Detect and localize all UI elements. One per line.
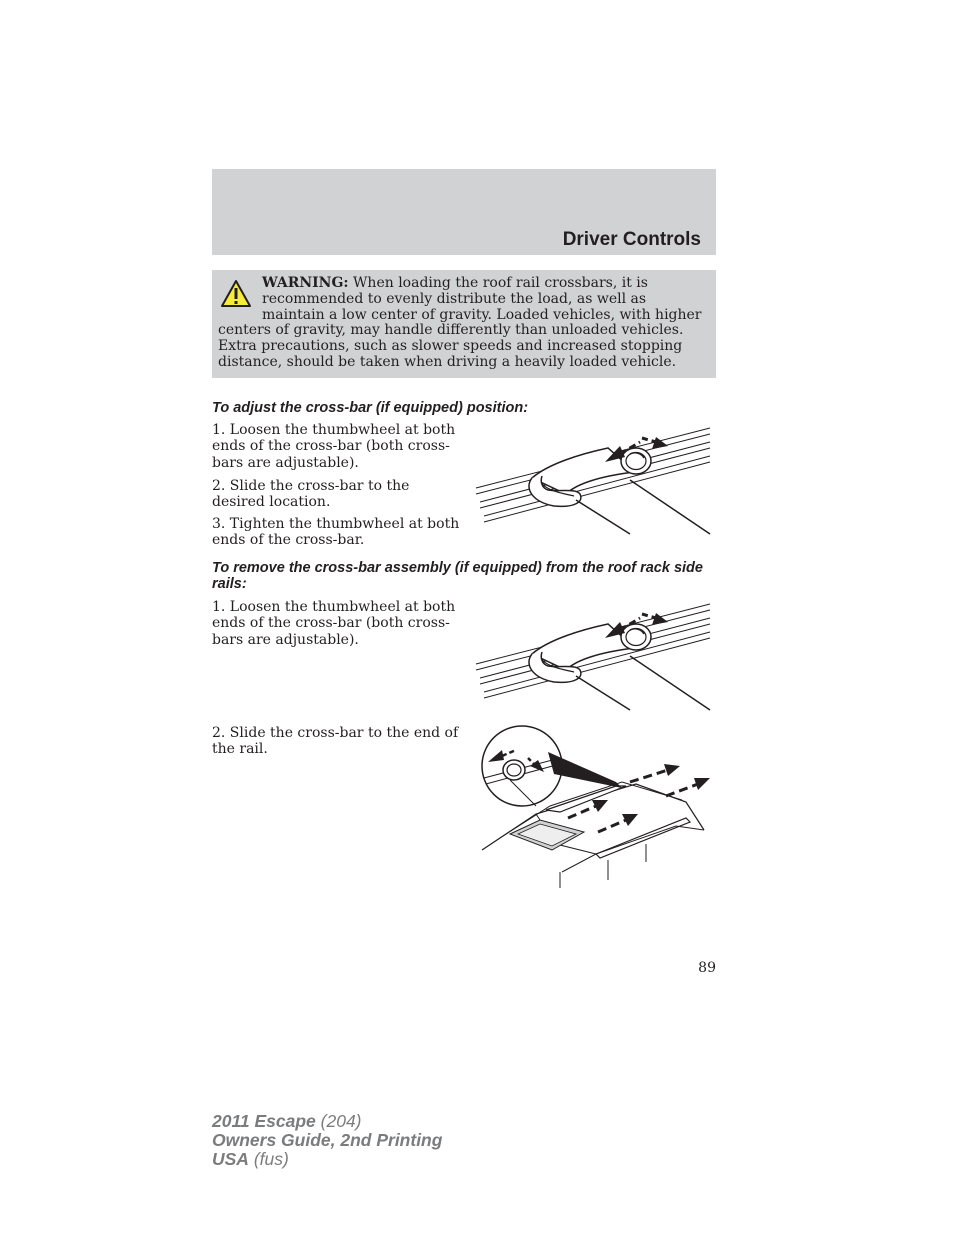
- crossbar-thumbwheel-illustration: [470, 418, 716, 540]
- footer-line-3: USA (fus): [212, 1149, 289, 1169]
- page-number: 89: [698, 960, 716, 976]
- adjust-step-2: 2. Slide the cross-bar to the desired location.: [212, 478, 410, 511]
- remove-heading: To remove the cross-bar assembly (if equipped) from the roof rack side rails:: [212, 560, 703, 592]
- adjust-heading: To adjust the cross-bar (if equipped) position:: [212, 400, 529, 416]
- vehicle-roof-crossbar-removal-illustration: [476, 722, 716, 892]
- section-header-band: [212, 169, 716, 255]
- warning-text: When loading the roof rail crossbars, it is recommended to evenly distribute the load, as well as maintain a low center of gravity. Loaded vehicles, with higher centers of gravity, may handle differently than unloaded vehicles. Extra precautions, such as slower speeds and increased stopping distance, should be taken when driving a heavily loaded vehicle.: [218, 275, 702, 370]
- footer: [212, 1112, 442, 1169]
- warning-label: WARNING:: [262, 275, 349, 291]
- section-title: Driver Controls: [562, 229, 701, 250]
- remove-step-1: 1. Loosen the thumbwheel at both ends of the cross-bar (both cross-bars are adjustable).: [212, 599, 456, 648]
- remove-step-2: 2. Slide the cross-bar to the end of the rail.: [212, 725, 459, 758]
- crossbar-thumbwheel-illustration-2: [470, 594, 716, 716]
- footer-line-2: Owners Guide, 2nd Printing: [212, 1130, 443, 1150]
- adjust-step-3: 3. Tighten the thumbwheel at both ends of the cross-bar.: [212, 516, 460, 549]
- adjust-step-1: 1. Loosen the thumbwheel at both ends of the cross-bar (both cross-bars are adjustable).: [212, 422, 456, 471]
- warning-triangle-icon: [220, 279, 252, 309]
- footer-line-1: 2011 Escape (204): [212, 1111, 362, 1131]
- warning-box: [212, 270, 716, 378]
